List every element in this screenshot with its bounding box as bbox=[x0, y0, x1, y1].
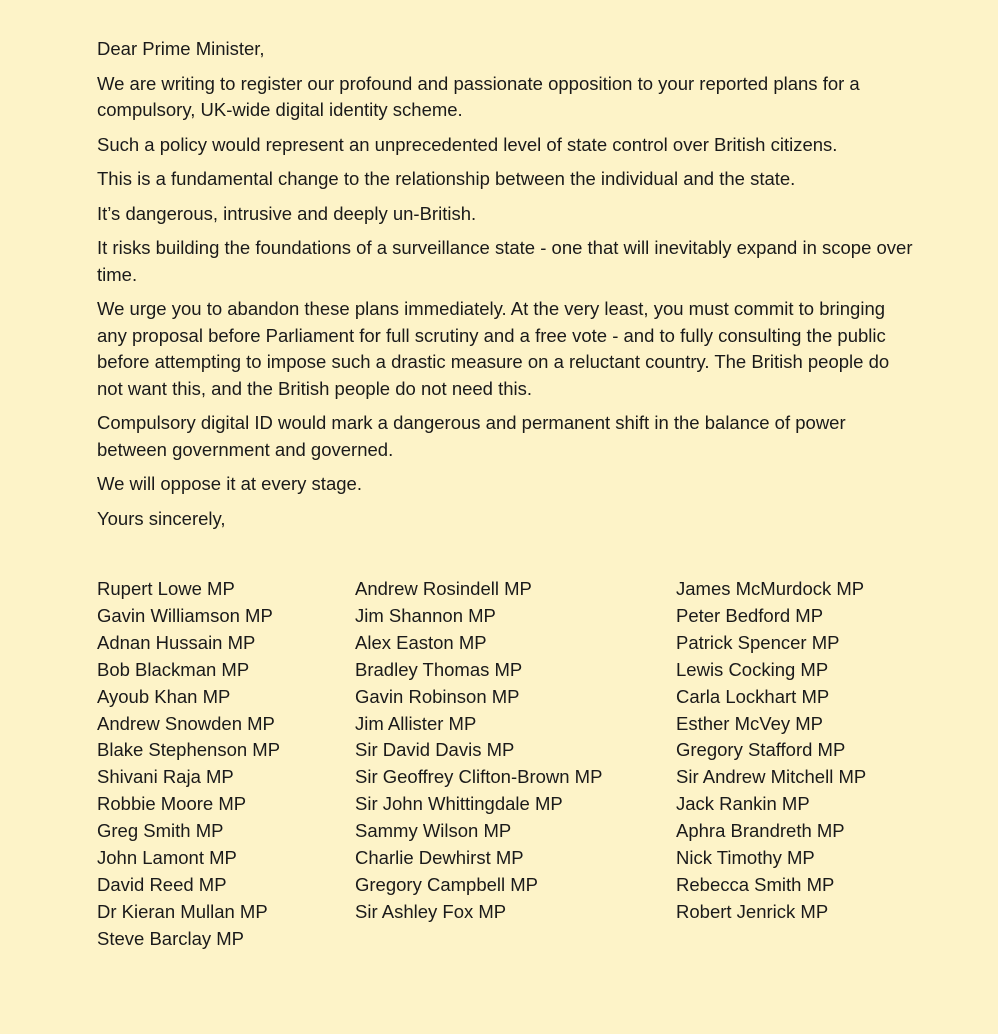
paragraph: This is a fundamental change to the relationship between the individual and the state. bbox=[97, 168, 796, 189]
signatory: Blake Stephenson MP bbox=[97, 739, 281, 761]
signatory: Lewis Cocking MP bbox=[676, 658, 829, 680]
signatory: Nick Timothy MP bbox=[676, 847, 815, 869]
signatory: Sir John Whittingdale MP bbox=[355, 793, 563, 815]
signatory: Esther McVey MP bbox=[676, 712, 824, 734]
letter-body bbox=[97, 36, 917, 540]
signatory: Sammy Wilson MP bbox=[355, 820, 512, 842]
signatory: Gavin Robinson MP bbox=[355, 685, 520, 707]
signatory: Shivani Raja MP bbox=[97, 766, 234, 788]
signatory: Jim Shannon MP bbox=[355, 604, 496, 626]
signatory: Dr Kieran Mullan MP bbox=[97, 900, 268, 922]
paragraph: We urge you to abandon these plans immediately. At the very least, you must commit to bringing any proposal before Parliament for full scrutiny and a free vote - and to fully consulting the public before attempting to impose such a drastic measure on a reluctant country. The British people do not want this, and the British people do not need this. bbox=[97, 298, 890, 399]
signatory: Sir Andrew Mitchell MP bbox=[676, 766, 867, 788]
signatory: Gavin Williamson MP bbox=[97, 604, 273, 626]
signatory: Sir Geoffrey Clifton-Brown MP bbox=[355, 766, 603, 788]
signatory: Rebecca Smith MP bbox=[676, 873, 835, 895]
signatory: Greg Smith MP bbox=[97, 820, 224, 842]
signatory: Sir David Davis MP bbox=[355, 739, 515, 761]
signatory: James McMurdock MP bbox=[676, 578, 865, 599]
paragraph: We are writing to register our profound and passionate opposition to your reported plans for a compulsory, UK-wide digital identity scheme. bbox=[97, 72, 860, 120]
signatory: Robert Jenrick MP bbox=[676, 900, 829, 922]
signatory: Robbie Moore MP bbox=[97, 793, 247, 815]
paragraph: It’s dangerous, intrusive and deeply un-British. bbox=[97, 202, 477, 224]
paragraph: We will oppose it at every stage. bbox=[97, 473, 362, 494]
signatory: Bob Blackman MP bbox=[97, 658, 250, 680]
signatory: Gregory Campbell MP bbox=[355, 873, 539, 895]
signatories-column-1 bbox=[97, 576, 280, 953]
signatory: Ayoub Khan MP bbox=[97, 685, 231, 707]
signatories-column-2 bbox=[355, 576, 602, 926]
signatory: Adnan Hussain MP bbox=[97, 631, 256, 653]
signatory: David Reed MP bbox=[97, 873, 227, 895]
signatory: John Lamont MP bbox=[97, 847, 237, 869]
signatory: Alex Easton MP bbox=[355, 631, 487, 653]
signatory: Rupert Lowe MP bbox=[97, 578, 235, 599]
signatories-column-3 bbox=[676, 576, 866, 926]
paragraph: Compulsory digital ID would mark a dangerous and permanent shift in the balance of power between government and governed. bbox=[97, 412, 846, 460]
closing: Yours sincerely, bbox=[97, 507, 226, 529]
signatory: Peter Bedford MP bbox=[676, 604, 824, 626]
paragraph: Such a policy would represent an unprecedented level of state control over British citizens. bbox=[97, 133, 838, 155]
signatory: Jim Allister MP bbox=[355, 712, 477, 734]
salutation: Dear Prime Minister, bbox=[97, 38, 265, 59]
signatory: Steve Barclay MP bbox=[97, 927, 245, 949]
paragraph: It risks building the foundations of a surveillance state - one that will inevitably expand in scope over time. bbox=[97, 237, 913, 285]
signatory: Patrick Spencer MP bbox=[676, 631, 840, 653]
signatory: Gregory Stafford MP bbox=[676, 739, 846, 761]
signatory: Carla Lockhart MP bbox=[676, 685, 830, 707]
signatory: Charlie Dewhirst MP bbox=[355, 847, 524, 869]
signatory: Aphra Brandreth MP bbox=[676, 820, 845, 842]
signatory: Andrew Rosindell MP bbox=[355, 578, 532, 599]
signatory: Bradley Thomas MP bbox=[355, 658, 523, 680]
signatory: Andrew Snowden MP bbox=[97, 712, 275, 734]
signatory: Jack Rankin MP bbox=[676, 793, 810, 815]
signatory: Sir Ashley Fox MP bbox=[355, 900, 507, 922]
